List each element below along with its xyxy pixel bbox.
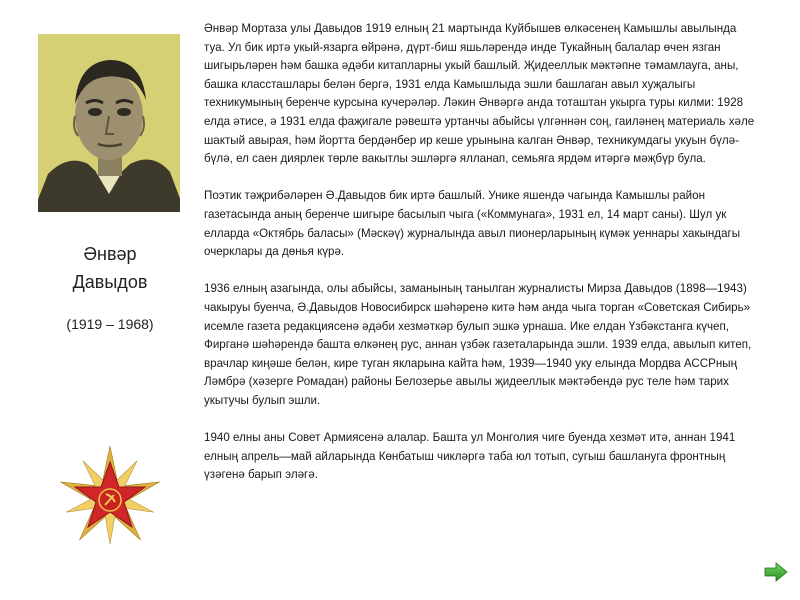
order-star-icon (56, 444, 164, 552)
author-last-name: Давыдов (72, 272, 148, 292)
portrait-photo (38, 34, 180, 212)
biography-paragraph-4: 1940 елны аны Совет Армиясенә алалар. Башта ул Монголия чиге буенда хезмәт итә, аннан 1941 елның апрель—май айларында Көнбатыш чикләргә таба юл тотып, сугыш башлануга фронтның үзәгенә барып эләгә. (204, 431, 736, 482)
author-years: (1919 – 1968) (66, 316, 154, 332)
biography-text (204, 20, 760, 503)
biography-paragraph-3: 1936 елның азагында, олы абыйсы, заманының танылган журналисты Мирза Давыдов (1898—1943) чакыруы буенча, Ә.Давыдов Новосибирск шәһәренә китә һәм анда чыга торган «Советская Сибирь» исемле газета редакциясенә әдәби хезмәткәр булып эшкә урнаша. Ике елдан Үзбәкстанга күчеп, Фирганә шәһәрендә башта өлкәнең рус, аннан үзбәк газеталарында эшли. 1939 елда, авылып китеп, врачлар киңәше белән, кире туган якларына кайта һәм, 1939—1940 уку елында Мордва АССРның Ләмбрә (хәзерге Ромадан) районы Белозерье авылы җидееллык мәктәбендә рус теле һәм тарих укытучы булып эшли. (204, 282, 752, 407)
biography-paragraph-2: Поэтик тәҗрибәләрен Ә.Давыдов бик иртә башлый. Унике яшендә чагында Камышлы район газетасында аның беренче шигыре басылып чыга («Коммунага», 1931 ел, 14 март саны). Шул ук елларда «Октябрь баласы» (Мәскәү) журналында авыл пионерларының күмәк уеннары хакындагы очерклары да дөнья күрә. (204, 189, 741, 259)
arrow-right-icon (764, 562, 788, 582)
next-slide-button[interactable] (764, 562, 788, 582)
portrait-image (38, 34, 180, 212)
biography-paragraph-1: Әнвәр Мортаза улы Давыдов 1919 елның 21 мартында Куйбышев өлкәсенең Камышлы авылында туа. Ул бик иртә укый-язарга өйрәнә, дүрт-биш яшьләрендә инде Тукайның балалар өчен язган шигырьләрен һәм башка әдәби китапларны укый башлый. Җидееллык мәктәпне тәмамлауга, аны, башка классташлары белән бергә, 1931 елда Камышлыда эшли башлаган авыл хуҗалыгы техникумының беренче курсына кучерәләр. Ләкин Әнвәргә анда тоташтан укырга туры килми: 1928 елда әтисе, ә 1931 елда фаҗигале рәвештә уртанчы абыйсы үлгәннән соң, гаиләнең материаль хәле шактый авырая, һәм йортта бердәнбер ир кеше урынына калган Әнвәр, техникумдагы укуын бүлә-бүлә, ел саен диярлек төрле вакытлы эшләргә ялланап, семьяга ярдәм итәргә мәҗбүр була. (204, 22, 755, 166)
author-name (20, 240, 200, 296)
author-first-name: Әнвәр (83, 244, 137, 264)
